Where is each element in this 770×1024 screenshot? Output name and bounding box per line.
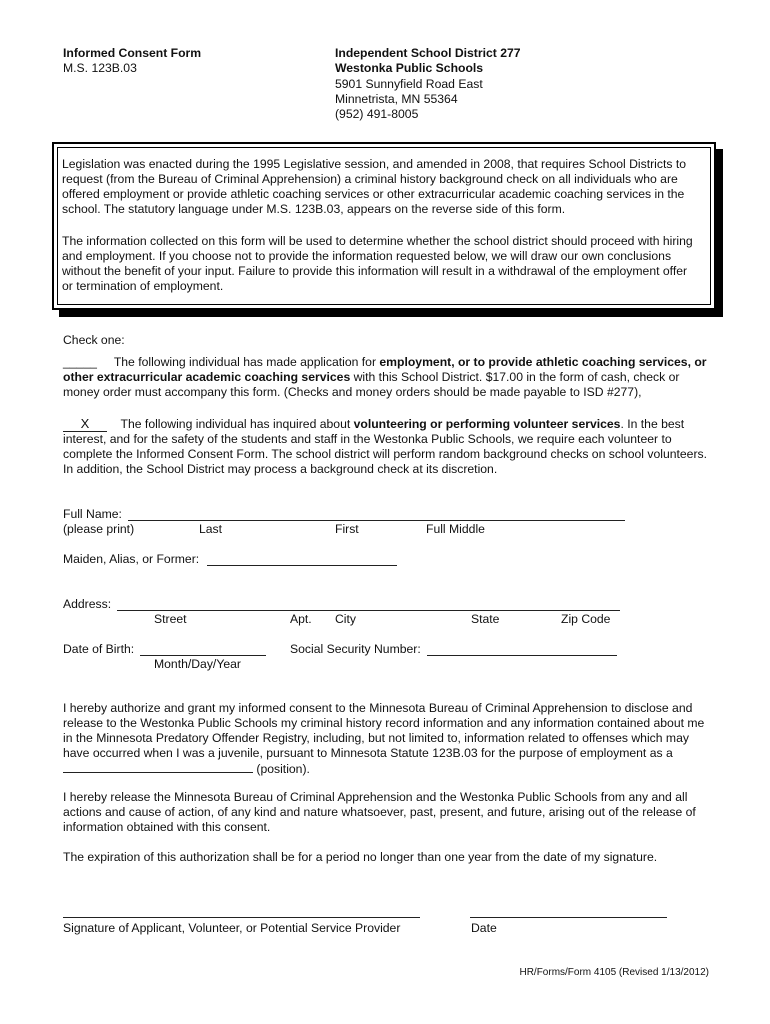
district-name: Independent School District 277 [335,46,521,60]
apt-label: Apt. [290,612,312,626]
notice-paragraph-1: Legislation was enacted during the 1995 Legislative session, and amended in 2008, that requires School Districts to request (from the Bureau of Criminal Apprehension) a criminal history background check on all individuals who are offered employment or provide athletic coaching services or other extracurricular academic coaching services in the school. The statutory language under M.S. 123B.03, appears on the reverse side of this form. [62,157,686,216]
first-name-label: First [335,522,359,536]
ssn-label: Social Security Number: [290,642,421,656]
dob-label: Date of Birth: [63,642,135,656]
option-employment-rest: with this School District. $17.00 in the form of cash, check or money order must accompany this form. (Checks and money orders should be made payable to ISD #277), [63,370,680,399]
option-volunteer-rest: . In the best interest, and for the safety of the students and staff in the Westonka Public Schools, we require each volunteer to complete the Informed Consent Form. The school district will perform random background checks on school volunteers. In addition, the School District may process a background check at its discretion. [63,417,707,476]
date-field[interactable] [470,917,667,918]
checkmark-x: X [80,416,90,431]
school-name: Westonka Public Schools [335,61,484,75]
statute-reference: M.S. 123B.03 [63,61,137,75]
date-label: Date [471,921,497,935]
option-volunteer [63,417,713,477]
option-volunteer-text: The following individual has inquired about [120,417,354,431]
dob-format-label: Month/Day/Year [154,657,241,671]
district-street: 5901 Sunnyfield Road East [335,77,483,91]
notice-paragraph-2: The information collected on this form will be used to determine whether the school district should proceed with hiring and employment. If you choose not to provide the information requested below, we will draw our own conclusions without the benefit of your input. Failure to provide this information will result in a withdrawal of the employment offer or termination of employment. [62,234,693,293]
check-one-heading: Check one: [63,333,125,347]
please-print-label: (please print) [63,522,135,536]
consent-text: I hereby authorize and grant my informed consent to the Minnesota Bureau of Criminal Apprehension to disclose and release to the Westonka Public Schools my criminal history record information and any information contained about me in the Minnesota Predatory Offender Registry, including, but not limited to, information related to offenses which may have occurred when I was a juvenile, pursuant to Minnesota Statute 123B.03 for the purpose of employment as a [63,701,705,760]
expiration-paragraph: The expiration of this authorization shall be for a period no longer than one year from the date of my signature. [63,850,658,864]
district-phone: (952) 491-8005 [335,107,419,121]
form-id-footer: HR/Forms/Form 4105 (Revised 1/13/2012) [519,967,709,978]
dob-field[interactable] [140,655,266,656]
signature-field[interactable] [63,917,420,918]
notice-box [52,142,716,310]
option-employment-text: The following individual has made application for [113,355,380,369]
middle-name-label: Full Middle [426,522,485,536]
form-title: Informed Consent Form [63,46,202,60]
option-volunteer-check[interactable] [63,417,107,432]
ssn-field[interactable] [427,655,617,656]
release-paragraph: I hereby release the Minnesota Bureau of Criminal Apprehension and the Westonka Public Schools from any and all actions and cause of action, of any kind and nature whatsoever, past, present, and future, arising out of the release of information obtained with this consent. [63,790,696,834]
state-label: State [471,612,500,626]
consent-paragraph-1 [63,701,713,777]
district-city: Minnetrista, MN 55364 [335,92,458,106]
option-employment [63,355,713,400]
option-employment-bold: employment, or to provide athletic coaching services, or other extracurricular academic coaching services [63,355,707,384]
address-field[interactable] [117,610,620,611]
last-name-label: Last [199,522,223,536]
full-name-field[interactable] [128,520,625,521]
zip-label: Zip Code [561,612,611,626]
signature-label: Signature of Applicant, Volunteer, or Potential Service Provider [63,921,401,935]
full-name-label: Full Name: [63,507,122,521]
position-label: (position). [256,762,310,776]
option-employment-blank[interactable]: _____ [63,355,97,369]
city-label: City [335,612,356,626]
maiden-label: Maiden, Alias, or Former: [63,552,200,566]
position-field[interactable] [63,761,253,773]
option-volunteer-bold: volunteering or performing volunteer services [353,417,621,431]
address-label: Address: [63,597,112,611]
street-label: Street [154,612,187,626]
maiden-field[interactable] [207,565,397,566]
